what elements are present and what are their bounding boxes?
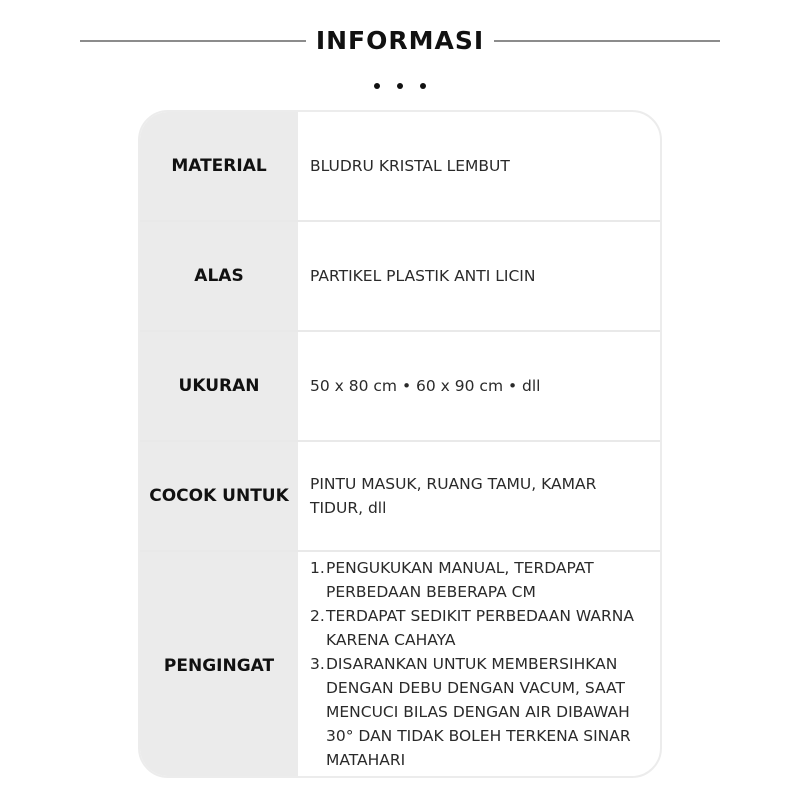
row-value: PARTIKEL PLASTIK ANTI LICIN [310,267,536,285]
list-item [310,556,652,604]
list-item-number: 2. [310,607,325,625]
row-label: UKURAN [140,332,298,440]
dot-icon [374,83,380,89]
row-value: 50 x 80 cm • 60 x 90 cm • dll [310,377,541,395]
list-item-number: 3. [310,655,325,673]
row-value [298,552,662,778]
row-value: PINTU MASUK, RUANG TAMU, KAMAR TIDUR, dll [310,475,597,517]
section-header [0,22,800,62]
list-item [310,652,652,772]
header-divider-right [494,40,720,42]
header-divider-left [80,40,306,42]
list-item-number: 1. [310,559,325,577]
row-alas [140,222,662,332]
row-material [140,112,662,222]
row-label: COCOK UNTUK [140,442,298,550]
notes-list [310,556,652,772]
page-title: INFORMASI [315,26,485,55]
list-item-text: DISARANKAN UNTUK MEMBERSIHKAN DENGAN DEBU DENGAN VACUM, SAAT MENCUCI BILAS DENGAN AIR DIBAWAH 30° DAN TIDAK BOLEH TERKENA SINAR MATAHARI [326,655,631,769]
list-item [310,604,652,652]
dots-ornament [0,74,800,93]
row-label: MATERIAL [140,112,298,220]
list-item-text: TERDAPAT SEDIKIT PERBEDAAN WARNA KARENA CAHAYA [326,607,634,649]
row-pengingat [140,552,662,778]
row-ukuran [140,332,662,442]
dot-icon [397,83,403,89]
list-item-text: PENGUKUKAN MANUAL, TERDAPAT PERBEDAAN BEBERAPA CM [326,559,594,601]
dot-icon [420,83,426,89]
row-cocok-untuk [140,442,662,552]
row-value: BLUDRU KRISTAL LEMBUT [310,157,510,175]
row-label: PENGINGAT [140,552,298,778]
row-label: ALAS [140,222,298,330]
info-table [138,110,662,778]
